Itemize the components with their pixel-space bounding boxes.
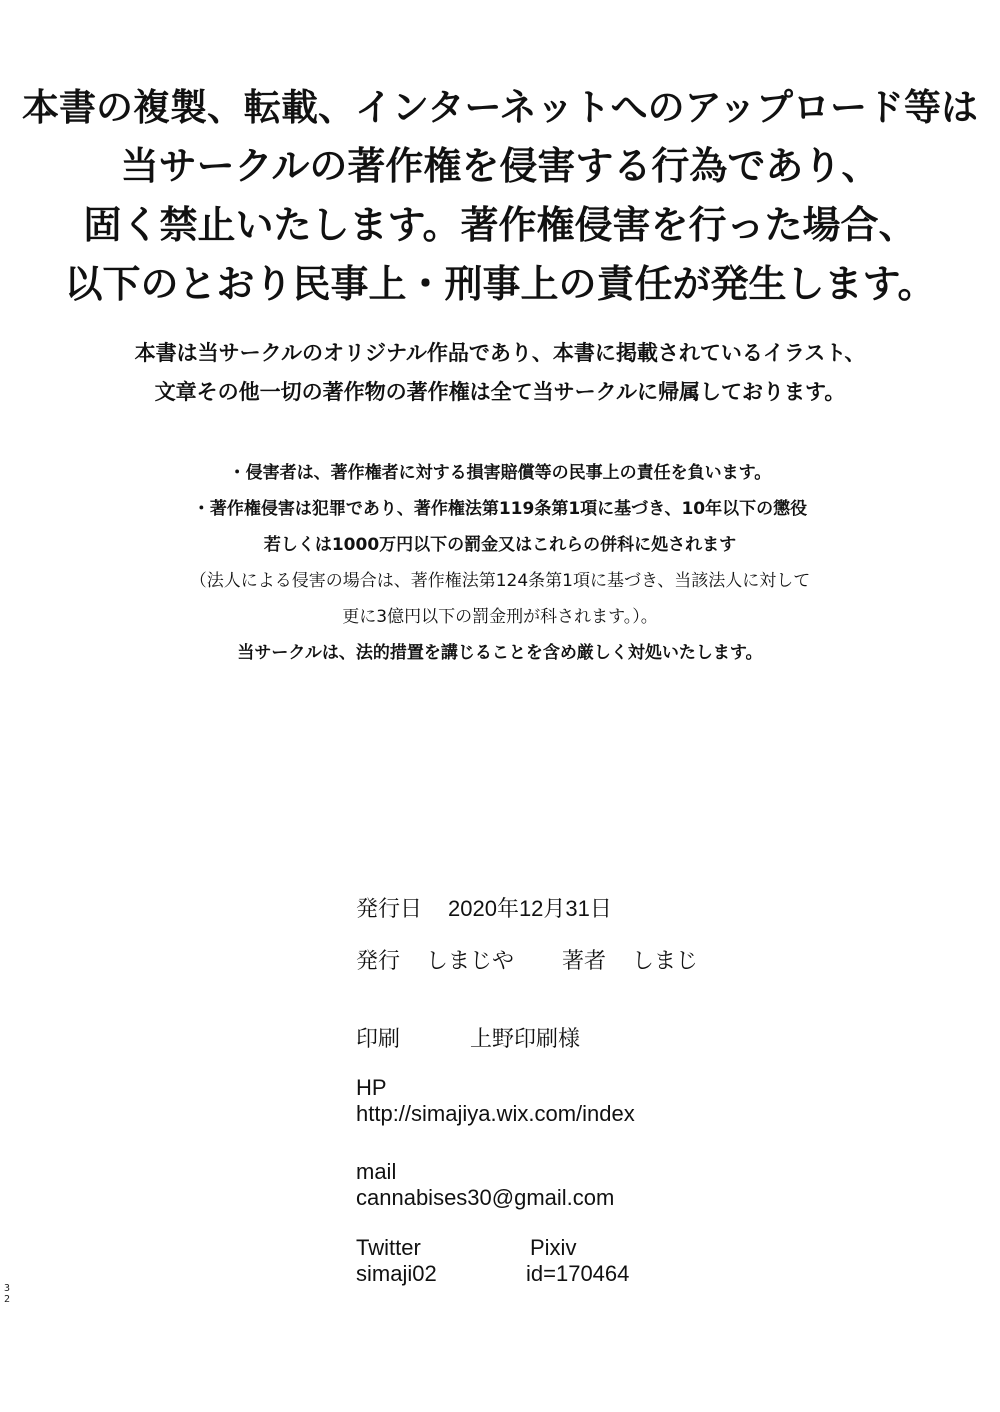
copyright-ownership-statement bbox=[0, 334, 1000, 412]
pixiv-label: Pixiv bbox=[530, 1235, 577, 1260]
intro-line-2: 文章その他一切の著作物の著作権は全て当サークルに帰属しております。 bbox=[154, 380, 846, 404]
copyright-warning-headline bbox=[0, 78, 1000, 314]
publisher-row bbox=[356, 948, 776, 974]
printer-value: 上野印刷様 bbox=[470, 1026, 581, 1051]
page-number-digit-2: 2 bbox=[3, 1294, 11, 1305]
notice-civil-liability: ・侵害者は、著作権者に対する損害賠償等の民事上の責任を負います。 bbox=[228, 463, 772, 483]
notice-corporate-note-1: （法人による侵害の場合は、著作権法第124条第1項に基づき、当該法人に対して bbox=[189, 571, 811, 591]
mail-address[interactable]: cannabises30@gmail.com bbox=[356, 1185, 615, 1210]
headline-line-2: 当サークルの著作権を侵害する行為であり、 bbox=[120, 144, 880, 188]
notice-criminal-liability: ・著作権侵害は犯罪であり、著作権法第119条第1項に基づき、10年以下の懲役 bbox=[192, 499, 808, 519]
twitter-handle[interactable]: simaji02 bbox=[356, 1261, 437, 1286]
notice-corporate-note-2: 更に3億円以下の罰金刑が科されます。）。 bbox=[342, 607, 658, 627]
issue-date-value: 2020年12月31日 bbox=[448, 896, 612, 921]
notice-legal-action: 当サークルは、法的措置を講じることを含め厳しく対処いたします。 bbox=[237, 643, 763, 663]
intro-line-1: 本書は当サークルのオリジナル作品であり、本書に掲載されているイラスト、 bbox=[134, 341, 866, 365]
publisher-value: しまじや bbox=[426, 948, 515, 973]
publisher-label: 発行 bbox=[356, 948, 401, 973]
headline-line-3: 固く禁止いたします。著作権侵害を行った場合、 bbox=[83, 203, 917, 247]
author-value: しまじ bbox=[632, 948, 699, 973]
pixiv-id[interactable]: id=170464 bbox=[526, 1261, 630, 1286]
hp-label: HP bbox=[356, 1075, 387, 1100]
social-label-row bbox=[356, 1235, 776, 1261]
publication-info bbox=[356, 896, 776, 1287]
headline-line-1: 本書の複製、転載、インターネットへのアップロード等は bbox=[21, 86, 979, 129]
legal-notices bbox=[0, 455, 1000, 671]
printer-row bbox=[356, 1026, 776, 1052]
mail-label: mail bbox=[356, 1159, 397, 1184]
issue-date-label: 発行日 bbox=[356, 896, 423, 921]
printer-label: 印刷 bbox=[356, 1026, 401, 1051]
hp-url-row bbox=[356, 1101, 776, 1127]
headline-line-4: 以下のとおり民事上・刑事上の責任が発生します。 bbox=[64, 262, 936, 306]
social-value-row bbox=[356, 1261, 776, 1287]
notice-criminal-penalty: 若しくは1000万円以下の罰金又はこれらの併科に処されます bbox=[263, 535, 737, 555]
mail-label-row bbox=[356, 1159, 776, 1185]
author-label: 著者 bbox=[562, 948, 607, 973]
twitter-label: Twitter bbox=[356, 1235, 421, 1260]
page-number bbox=[2, 1283, 12, 1305]
hp-label-row bbox=[356, 1075, 776, 1101]
hp-url[interactable]: http://simajiya.wix.com/index bbox=[356, 1101, 635, 1126]
issue-date-row bbox=[356, 896, 776, 922]
page-number-digit-1: 3 bbox=[3, 1283, 11, 1294]
mail-address-row bbox=[356, 1185, 776, 1211]
